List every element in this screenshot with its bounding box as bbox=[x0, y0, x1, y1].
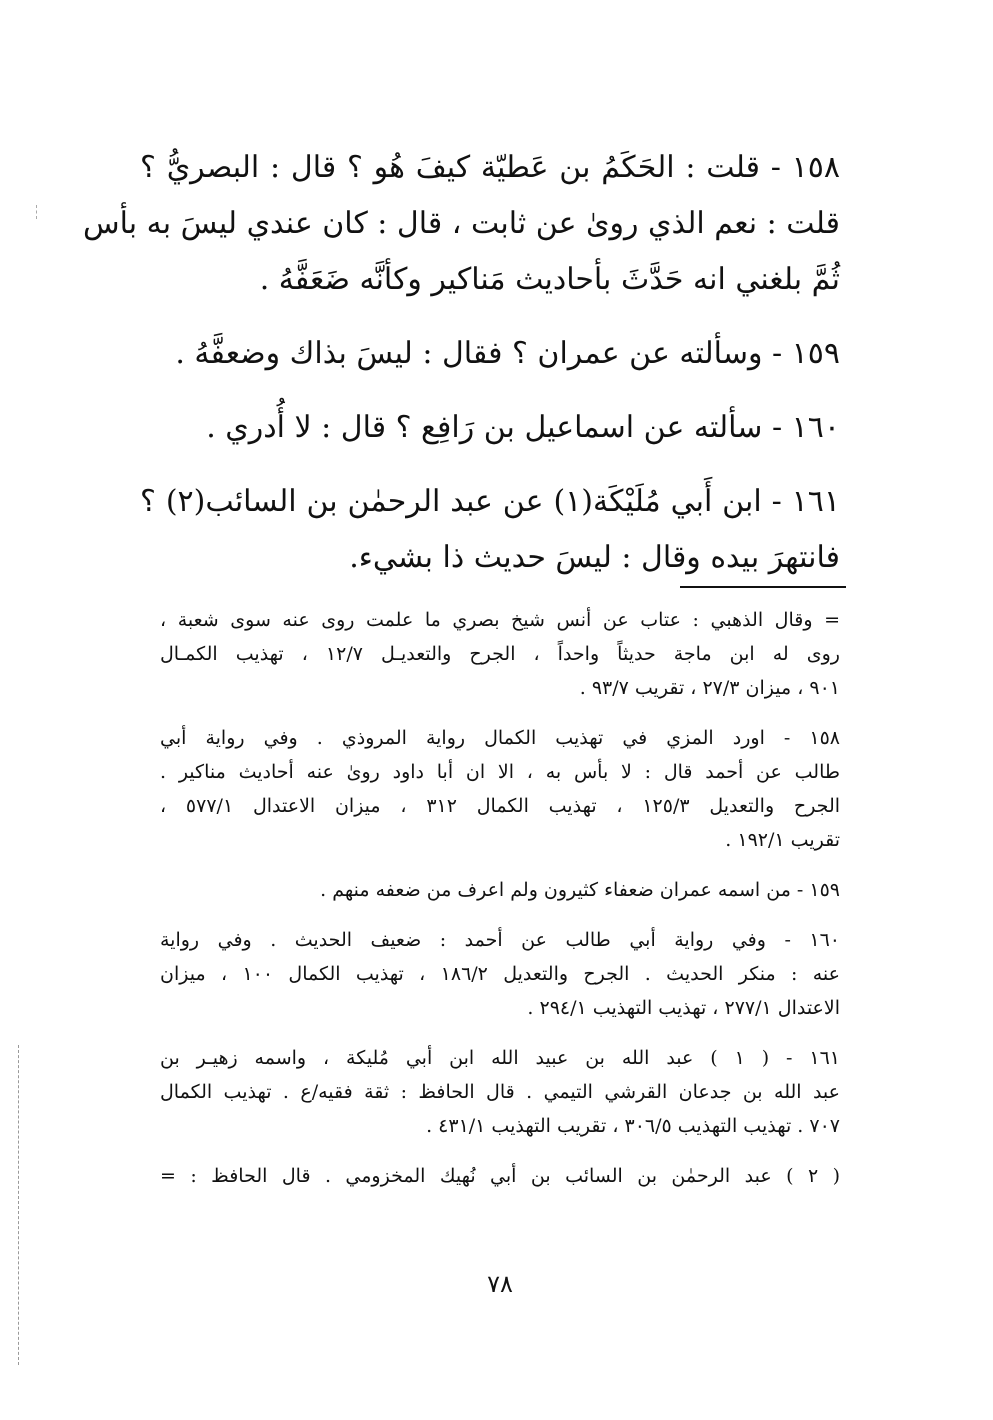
footnote-line: الجرح والتعديل ١٢٥/٣ ، تهذيب الكمال ٣١٢ ، ميزان الاعتدال ٥٧٧/١ ، bbox=[160, 795, 841, 817]
footnote-line: ١٥٨ - اورد المزي في تهذيب الكمال رواية المروذي . وفي رواية أبي bbox=[160, 727, 840, 749]
footnote-160 bbox=[160, 923, 840, 1025]
footnote-continuation bbox=[160, 603, 840, 705]
footnote-line: ٧٠٧ . تهذيب التهذيب ٣٠٦/٥ ، تقريب التهذيب ٤٣١/١ . bbox=[426, 1115, 840, 1137]
footnote-158 bbox=[160, 721, 840, 857]
entry-161 bbox=[140, 474, 840, 586]
text-line: قلت : نعم الذي روىٰ عن ثابت ، قال : كان عندي ليسَ به بأس bbox=[82, 206, 840, 241]
page-number: ٧٨ bbox=[487, 1270, 513, 1298]
entry-158 bbox=[82, 140, 840, 308]
footnote-line: تقريب ١٩٢/١ . bbox=[725, 829, 840, 851]
footnote-line: الاعتدال ٢٧٧/١ ، تهذيب التهذيب ٢٩٤/١ . bbox=[527, 997, 840, 1019]
main-text bbox=[82, 140, 840, 604]
footnote-line: روى له ابن ماجة حديثاً واحداً ، الجرح والتعديـل ١٢/٧ ، تهذيب الكمـال bbox=[160, 643, 840, 665]
footnote-159 bbox=[160, 873, 840, 907]
text-line: ١٥٩ - وسألته عن عمران ؟ فقال : ليسَ بذاك وضعفَّهُ . bbox=[175, 336, 840, 371]
scan-mark bbox=[36, 205, 39, 219]
footnote-line: عنه : منكر الحديث . الجرح والتعديل ١٨٦/٢ ، تهذيب الكمال ١٠٠ ، ميزان bbox=[160, 963, 840, 985]
text-line: ثُمَّ بلغني انه حَدَّثَ بأحاديث مَناكير وكأنَّه ضَعَفَّهُ . bbox=[259, 262, 840, 297]
footnote-161-2 bbox=[160, 1159, 840, 1193]
text-line: ١٦١ - ابن أَبي مُلَيْكَة(١) عن عبد الرحمٰن بن السائب(٢) ؟ bbox=[140, 484, 840, 519]
footnote-161-1 bbox=[160, 1041, 840, 1143]
text-line: فانتهرَ بيده وقال : ليسَ حديث ذا بشيء. bbox=[349, 540, 840, 575]
text-line: ١٦٠ - سألته عن اسماعيل بن رَافِع ؟ قال : لا أُدري . bbox=[206, 410, 840, 445]
footnote-line: عبد الله بن جدعان القرشي التيمي . قال الحافظ : ثقة فقيه/ع . تهذيب الكمال bbox=[160, 1081, 840, 1103]
footnote-line: ( ٢ ) عبد الرحمٰن بن السائب بن أبي نُهيك المخزومي . قال الحافظ : = bbox=[160, 1165, 840, 1187]
footnote-line: ٩٠١ ، ميزان ٢٧/٣ ، تقريب ٩٣/٧ . bbox=[579, 677, 840, 699]
footnote-line: طالب عن أحمد قال : لا بأس به ، الا ان أبا داود روىٰ عنه أحاديث مناكير . bbox=[160, 761, 840, 783]
text-line: ١٥٨ - قلت : الحَكَمُ بن عَطيّة كيفَ هُو ؟ قال : البصريُّ ؟ bbox=[140, 150, 840, 185]
footnotes bbox=[160, 603, 840, 1209]
footnote-divider bbox=[680, 586, 846, 588]
scan-edge-marks bbox=[18, 1045, 21, 1365]
footnote-line: ١٦٠ - وفي رواية أبي طالب عن أحمد : ضعيف الحديث . وفي رواية bbox=[160, 929, 840, 951]
entry-159 bbox=[140, 326, 840, 382]
footnote-line: = وقال الذهبي : عتاب عن أنس شيخ بصري ما علمت روى عنه سوى شعبة ، bbox=[160, 609, 840, 631]
footnote-line: ١٦١ - ( ١ ) عبد الله بن عبيد الله ابن أبي مُليكة ، واسمه زهيـر بن bbox=[160, 1047, 840, 1069]
footnote-line: ١٥٩ - من اسمه عمران ضعفاء كثيرون ولم اعرف من ضعفه منهم . bbox=[320, 879, 840, 901]
entry-160 bbox=[140, 400, 840, 456]
